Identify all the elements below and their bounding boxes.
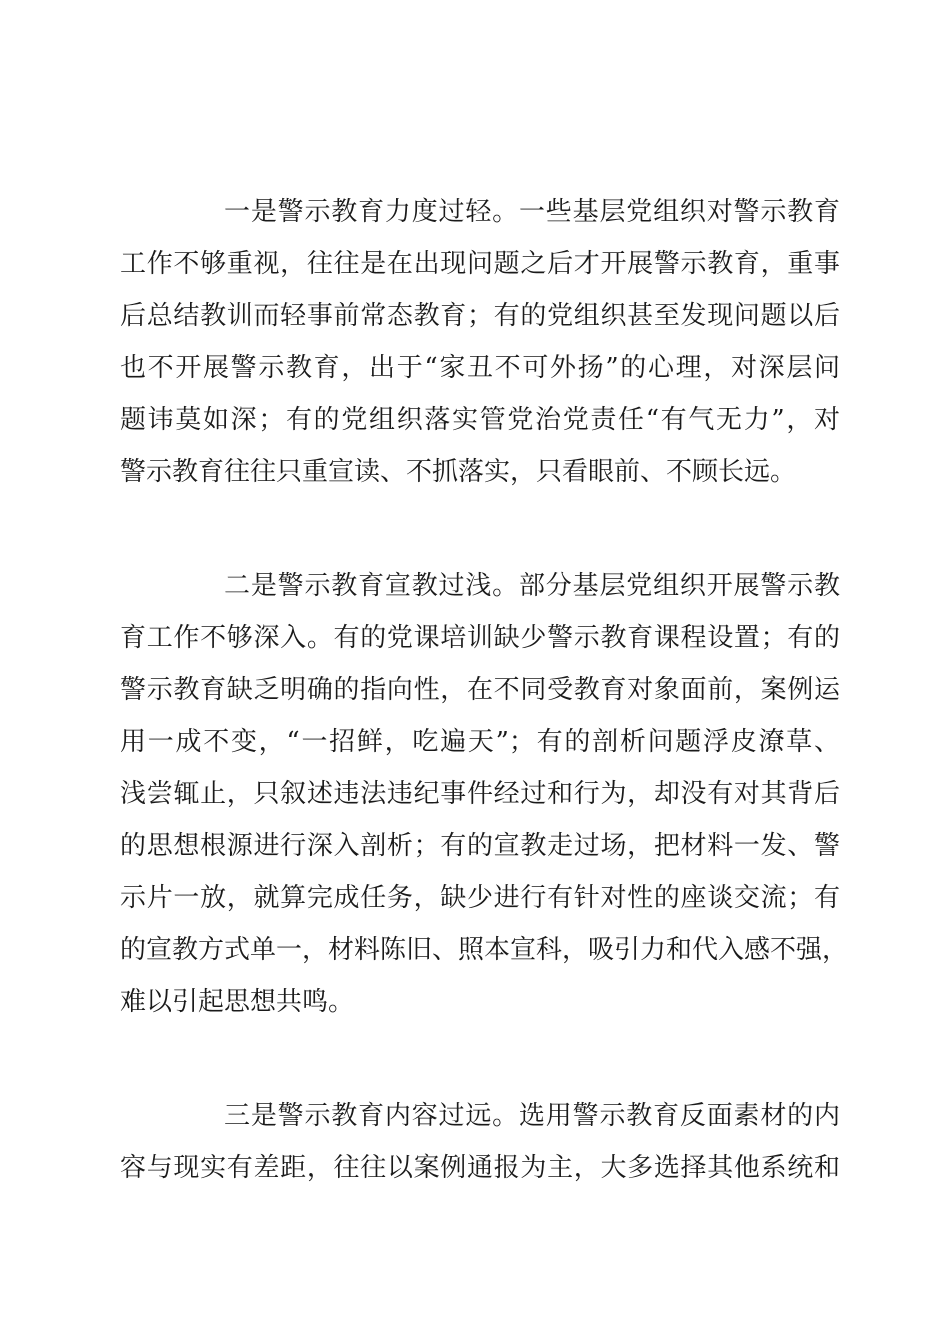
text-line: 的宣教方式单一，材料陈旧、照本宣科，吸引力和代入感不强，	[120, 935, 849, 965]
text-line: 三是警示教育内容过远。选用警示教育反面素材的内	[224, 1101, 840, 1131]
text-line: 容与现实有差距，往往以案例通报为主，大多选择其他系统和	[120, 1153, 840, 1183]
paragraph-1	[120, 186, 840, 498]
text-line: 一是警示教育力度过轻。一些基层党组织对警示教育	[224, 197, 840, 227]
text-line: 二是警示教育宣教过浅。部分基层党组织开展警示教	[224, 571, 840, 601]
text-line: 警示教育缺乏明确的指向性，在不同受教育对象面前，案例运	[120, 675, 840, 705]
text-line: 的思想根源进行深入剖析；有的宣教走过场，把材料一发、警	[120, 831, 840, 861]
text-line: 警示教育往往只重宣读、不抓落实，只看眼前、不顾长远。	[120, 457, 797, 487]
text-line: 难以引起思想共鸣。	[120, 987, 355, 1017]
text-line: 工作不够重视，往往是在出现问题之后才开展警示教育，重事	[120, 249, 840, 279]
text-line: 示片一放，就算完成任务，缺少进行有针对性的座谈交流；有	[120, 883, 840, 913]
text-line: 浅尝辄止，只叙述违法违纪事件经过和行为，却没有对其背后	[120, 779, 840, 809]
text-line: 题讳莫如深；有的党组织落实管党治党责任“有气无力”，对	[120, 405, 840, 435]
text-line: 也不开展警示教育，出于“家丑不可外扬”的心理，对深层问	[120, 353, 840, 383]
text-line: 育工作不够深入。有的党课培训缺少警示教育课程设置；有的	[120, 623, 840, 653]
paragraph-2	[120, 560, 849, 1028]
text-line: 后总结教训而轻事前常态教育；有的党组织甚至发现问题以后	[120, 301, 840, 331]
text-line: 用一成不变，“一招鲜，吃遍天”；有的剖析问题浮皮潦草、	[120, 727, 840, 757]
paragraph-3	[120, 1090, 840, 1194]
